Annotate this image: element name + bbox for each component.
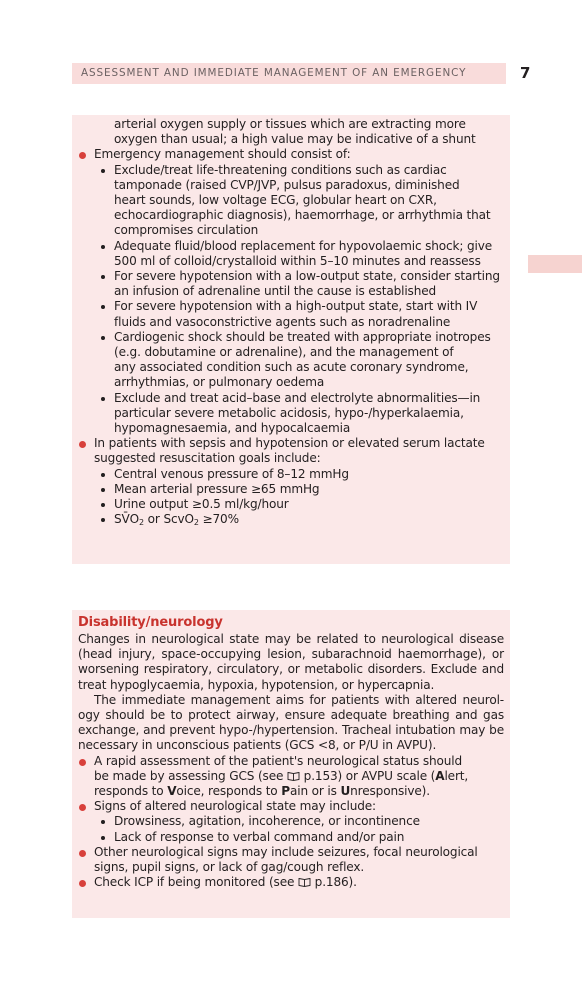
management-item-cont: 500 ml of colloid/crystalloid within 5–10 minutes and reassess xyxy=(114,253,481,268)
management-item-cont: heart sounds, low voltage ECG, globular heart on CXR, xyxy=(114,193,437,208)
avpu-word-alert: lert, xyxy=(444,768,469,783)
paragraph-line: Changes in neurological state may be related to neurological disease xyxy=(78,632,504,646)
avpu-letter-p: P xyxy=(281,784,290,799)
avpu-letter-v: V xyxy=(167,784,177,799)
management-item-cont: compromises circulation xyxy=(114,223,259,238)
book-icon xyxy=(287,771,300,781)
management-item: For severe hypotension with a low-output state, consider starting xyxy=(78,269,504,284)
management-item-cont: tamponade (raised CVP/JVP, pulsus paradoxus, diminished xyxy=(114,177,460,192)
continuation-line: oxygen than usual; a high value may be indicative of a shunt xyxy=(114,132,476,147)
management-item-cont: hypomagnesaemia, and hypocalcaemia xyxy=(114,421,351,436)
resuscitation-goal: Central venous pressure of 8–12 mmHg xyxy=(78,467,504,482)
management-item-cont: fluids and vasoconstrictive agents such as noradrenaline xyxy=(114,314,451,329)
saturation-threshold: ≥70% xyxy=(198,512,239,527)
running-head: ASSESSMENT AND IMMEDIATE MANAGEMENT OF AN EMERGENCY xyxy=(72,63,506,84)
paragraph-line: The immediate management aims for patients with altered neurol- xyxy=(94,692,504,707)
other-signs-cont: signs, pupil signs, or lack of gag/cough reflex. xyxy=(94,860,365,875)
neurology-box xyxy=(72,610,510,918)
sign-item: Lack of response to verbal command and/or pain xyxy=(78,830,504,845)
management-item: Adequate fluid/blood replacement for hypovolaemic shock; give xyxy=(78,239,504,254)
svo2-text: SV̄O xyxy=(114,512,140,527)
page-number: 7 xyxy=(520,64,531,82)
book-icon xyxy=(298,877,311,887)
scvo2-subscript: 2 xyxy=(193,518,199,528)
management-item: For severe hypotension with a high-output state, start with IV xyxy=(78,299,504,314)
responds-text: responds to xyxy=(94,784,168,799)
management-item-cont: any associated condition such as acute coronary syndrome, xyxy=(114,360,469,375)
avpu-text: p.153) or AVPU scale ( xyxy=(299,768,436,783)
avpu-word-pain: ain or is xyxy=(289,784,341,799)
management-item-cont: an infusion of adrenaline until the cause is established xyxy=(114,284,437,299)
paragraph-line: exchange, and prevent hypo-/hypertension. Tracheal intubation may be xyxy=(78,723,504,738)
avpu-word-voice: oice, responds to xyxy=(176,784,282,799)
paragraph-line: necessary in unconscious patients (GCS <8, or P/U in AVPU). xyxy=(78,738,437,753)
chapter-thumb-tab xyxy=(528,255,582,273)
resuscitation-goal: Urine output ≥0.5 ml/kg/hour xyxy=(78,497,504,512)
management-item: Exclude/treat life-threatening conditions such as cardiac xyxy=(78,163,504,178)
sepsis-bullet: In patients with sepsis and hypotension or elevated serum lactate xyxy=(78,436,504,451)
icp-bullet xyxy=(78,875,504,890)
svo2-subscript: 2 xyxy=(139,518,144,528)
paragraph-line: treat hypoglycaemia, hypoxia, hypotension, or hypercapnia. xyxy=(78,677,435,692)
signs-bullet: Signs of altered neurological state may include: xyxy=(78,799,504,814)
emergency-management-bullet: Emergency management should consist of: xyxy=(78,147,504,162)
resuscitation-goal-oxygen-saturation xyxy=(78,512,504,530)
avpu-letter-a: A xyxy=(435,768,445,783)
other-signs-bullet: Other neurological signs may include seizures, focal neurological xyxy=(78,845,504,860)
management-item-cont: (e.g. dobutamine or adrenaline), and the management of xyxy=(114,345,454,360)
continuation-line: arterial oxygen supply or tissues which are extracting more xyxy=(114,117,466,131)
avpu-word-unresponsive: nresponsive). xyxy=(350,784,430,799)
paragraph-line: worsening respiratory, circulatory, or metabolic disorders. Exclude and xyxy=(78,662,504,677)
avpu-letter-u: U xyxy=(340,784,351,799)
resuscitation-goal: Mean arterial pressure ≥65 mmHg xyxy=(78,482,504,497)
management-item-cont: echocardiographic diagnosis), haemorrhage, or arrhythmia that xyxy=(114,208,491,223)
gcs-assessment-bullet: A rapid assessment of the patient's neurological status should xyxy=(78,754,504,769)
sign-item: Drowsiness, agitation, incoherence, or incontinence xyxy=(78,814,504,829)
gcs-assessment-line xyxy=(78,784,504,799)
gcs-assessment-line xyxy=(78,769,504,784)
management-item: Cardiogenic shock should be treated with appropriate inotropes xyxy=(78,330,504,345)
paragraph-line: ogy should be to protect airway, ensure adequate breathing and gas xyxy=(78,708,504,723)
circulation-box xyxy=(72,115,510,564)
management-item: Exclude and treat acid–base and electrolyte abnormalities—in xyxy=(78,391,504,406)
gcs-text: be made by assessing GCS (see xyxy=(94,768,287,783)
sepsis-bullet-cont: suggested resuscitation goals include: xyxy=(94,451,321,466)
icp-page-ref: p.186). xyxy=(310,875,357,890)
management-item-cont: arrhythmias, or pulmonary oedema xyxy=(114,375,325,390)
icp-text: Check ICP if being monitored (see xyxy=(94,875,298,890)
management-item-cont: particular severe metabolic acidosis, hypo-/hyperkalaemia, xyxy=(114,405,464,420)
scvo2-text: or ScvO xyxy=(143,512,194,527)
section-heading: Disability/neurology xyxy=(78,615,223,630)
paragraph-line: (head injury, space-occupying lesion, subarachnoid haemorrhage), or xyxy=(78,647,504,662)
